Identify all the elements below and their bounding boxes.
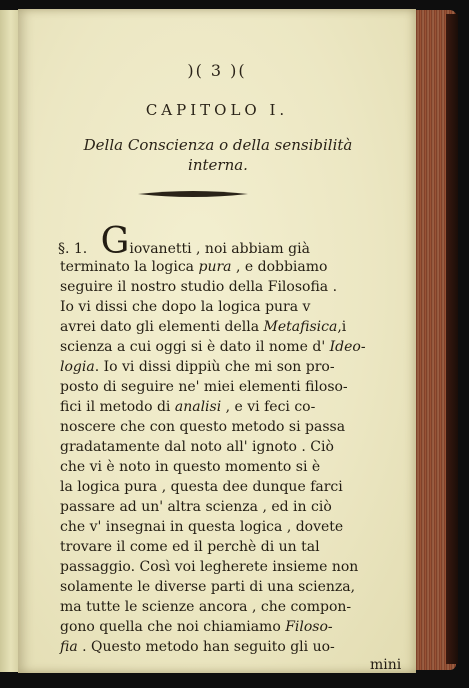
text-line: la logica pura , questa dee dunque farci	[60, 479, 343, 495]
text-line: gradatamente dal noto all' ignoto . Ciò	[60, 439, 334, 455]
text-line: posto di seguire ne' miei elementi filoso-	[60, 379, 348, 395]
chapter-title: CAPITOLO I.	[145, 101, 289, 119]
text-line: trovare il come ed il perchè di un tal	[60, 539, 320, 555]
text-line: gono quella che noi chiamiamo Filoso-	[60, 619, 333, 635]
text-line: fia . Questo metodo han seguito gli uo-	[60, 639, 335, 655]
text-line: che vi è noto in questo momento si è	[60, 459, 321, 475]
text-line: fici il metodo di analisi , e vi feci co-	[60, 399, 316, 415]
text-line: logia. Io vi dissi dippiù che mi son pro-	[60, 359, 335, 375]
text-line: Io vi dissi che dopo la logica pura v	[60, 299, 311, 315]
subtitle-line: Della Conscienza o della sensibilità	[83, 136, 353, 154]
text-line: seguire il nostro studio della Filosofia .	[60, 279, 338, 295]
subtitle-line: interna.	[188, 156, 248, 174]
text-line: passaggio. Così voi legherete insieme non	[60, 559, 359, 575]
text-line: passare ad un' altra scienza , ed in ciò	[60, 499, 332, 515]
text-line: ma tutte le scienze ancora , che compon-	[60, 599, 352, 615]
text-line: scienza a cui oggi si è dato il nome d' Ideo-	[60, 339, 366, 355]
text-line: §. 1. Giovanetti , noi abbiam già	[58, 221, 310, 262]
text-line: noscere che con questo metodo si passa	[60, 419, 346, 435]
text-line: solamente le diverse parti di una scienza,	[60, 579, 356, 595]
ornamental-rule	[138, 189, 248, 199]
drop-cap: G	[100, 221, 130, 262]
text-line: avrei dato gli elementi della Metafisica,i	[60, 319, 347, 335]
page-number: )( 3 )(	[187, 61, 247, 80]
book-page	[18, 9, 416, 673]
text-line: che v' insegnai in questa logica , dovete	[60, 519, 344, 535]
chapter-subtitle	[58, 135, 378, 175]
facing-page-edge	[0, 10, 18, 672]
text-line: terminato la logica pura , e dobbiamo	[60, 259, 328, 275]
catchword: mini	[370, 657, 402, 673]
book-cover-edge	[446, 14, 458, 664]
